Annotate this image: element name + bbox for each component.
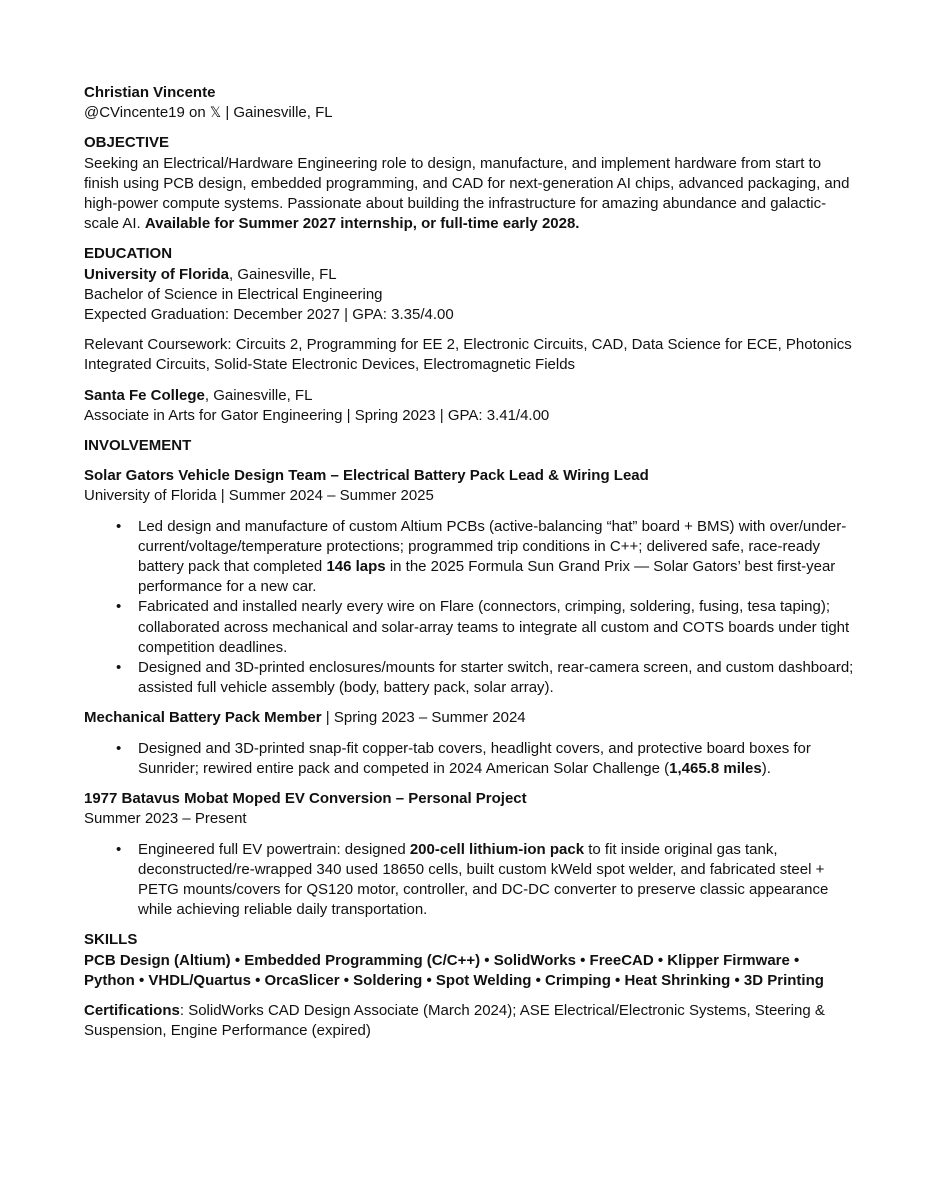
social-handle: @CVincente19 on xyxy=(84,104,210,122)
bullet-text: to fit inside original gas tank, deconstructed/re-wrapped 340 used 18650 cells, built custom kWeld spot welder, and fabricated steel + PETG mounts/covers for QS120 motor, controller, and DC-DC converter to preserve classic appearance while achieving reliable daily transportation. xyxy=(138,840,829,919)
bullet-text: Fabricated and installed nearly every wire on Flare (connectors, crimping, soldering, fusing, tesa taping); collaborated across mechanical and solar-array teams to integrate all custom and COTS boards under tight competition deadlines. xyxy=(138,598,850,656)
list-item xyxy=(84,739,854,779)
list-item xyxy=(84,658,854,698)
bullet-text: Designed and 3D-printed snap-fit copper-tab covers, headlight covers, and protective board boxes for Sunrider; rewired entire pack and competed in 2024 American Solar Challenge ( xyxy=(138,739,811,777)
uf-degree: Bachelor of Science in Electrical Engineering xyxy=(84,285,383,303)
sfc-school-line xyxy=(84,386,854,406)
uf-coursework: Relevant Coursework: Circuits 2, Programming for EE 2, Electronic Circuits, CAD, Data Science for ECE, Photonics Integrated Circuits, Solid-State Electronic Devices, Electromagnetic Fields xyxy=(84,336,852,374)
certifications-text: : SolidWorks CAD Design Associate (March 2024); ASE Electrical/Electronic Systems, Steering & Suspension, Engine Performance (expired) xyxy=(84,1001,825,1040)
miles-highlight: 1,465.8 miles xyxy=(669,759,762,777)
mech-pack-title: Mechanical Battery Pack Member xyxy=(84,709,322,727)
moped-meta: Summer 2023 – Present xyxy=(84,810,247,828)
objective-text xyxy=(84,154,854,235)
candidate-name: Christian Vincente xyxy=(84,84,216,101)
involvement-heading: INVOLVEMENT xyxy=(84,437,192,455)
bullet-text: ). xyxy=(761,759,771,777)
availability-statement: Available for Summer 2027 internship, or full-time early 2028. xyxy=(144,215,580,233)
bullet-text: Engineered full EV powertrain: designed xyxy=(138,840,410,858)
bullet-text: in the 2025 Formula Sun Grand Prix — Solar Gators’ best first-year performance for a new car. xyxy=(138,558,836,596)
education-heading: EDUCATION xyxy=(84,245,173,263)
sfc-degree: Associate in Arts for Gator Engineering | Spring 2023 | GPA: 3.41/4.00 xyxy=(84,406,550,424)
uf-graduation: Expected Graduation: December 2027 | GPA: 3.35/4.00 xyxy=(84,306,454,324)
laps-highlight: 146 laps xyxy=(326,558,386,576)
objective-body: Seeking an Electrical/Hardware Engineering role to design, manufacture, and implement hardware from start to finish using PCB design, embedded programming, and CAD for next-generation AI chips, advanced packaging, and high-power compute systems. Passionate about building the infrastructure for amazing abundance and galactic-scale AI. xyxy=(84,154,850,233)
uf-school-name: University of Florida xyxy=(84,265,230,283)
pack-highlight: 200-cell lithium-ion pack xyxy=(409,840,585,858)
solar-gators-bullets xyxy=(84,517,854,699)
certifications-line xyxy=(84,1001,854,1041)
moped-bullets xyxy=(84,840,854,921)
bullet-point: • xyxy=(116,517,122,535)
skills-heading: SKILLS xyxy=(84,931,138,949)
certifications-label: Certifications xyxy=(84,1001,180,1019)
list-item xyxy=(84,840,854,921)
contact-line xyxy=(84,103,854,123)
uf-location: , Gainesville, FL xyxy=(229,265,337,283)
solar-gators-title: Solar Gators Vehicle Design Team – Electrical Battery Pack Lead & Wiring Lead xyxy=(84,467,649,485)
bullet-text: Led design and manufacture of custom Altium PCBs (active-balancing “hat” board + BMS) with over/under-current/voltage/temperature protections; programmed trip conditions in C++; delivered safe, race-ready battery pack that completed xyxy=(138,517,847,576)
list-item xyxy=(84,517,854,598)
mech-pack-meta: | Spring 2023 – Summer 2024 xyxy=(321,709,526,727)
location-text: | Gainesville, FL xyxy=(221,104,333,122)
list-item xyxy=(84,597,854,658)
skills-list: PCB Design (Altium) • Embedded Programming (C/C++) • SolidWorks • FreeCAD • Klipper Firmware • Python • VHDL/Quartus • OrcaSlicer • Soldering • Spot Welding • Crimping • Heat Shrinking • 3D Printing xyxy=(84,951,824,989)
bullet-point: • xyxy=(116,598,122,616)
moped-title: 1977 Batavus Mobat Moped EV Conversion – Personal Project xyxy=(84,790,527,808)
sfc-school-name: Santa Fe College xyxy=(84,386,205,404)
bullet-text: Designed and 3D-printed enclosures/mounts for starter switch, rear-camera screen, and custom dashboard; assisted full vehicle assembly (body, battery pack, solar array). xyxy=(138,659,854,697)
objective-heading: OBJECTIVE xyxy=(84,134,170,152)
mech-pack-line xyxy=(84,708,854,728)
bullet-point: • xyxy=(116,739,122,757)
bullet-point: • xyxy=(116,659,122,677)
uf-school-line xyxy=(84,265,854,285)
bullet-point: • xyxy=(116,840,122,858)
mech-pack-bullets xyxy=(84,739,854,779)
x-logo-icon: 𝕏 xyxy=(209,105,222,122)
sfc-location: , Gainesville, FL xyxy=(204,386,313,404)
resume-page xyxy=(84,83,854,1041)
solar-gators-meta: University of Florida | Summer 2024 – Summer 2025 xyxy=(84,487,434,505)
